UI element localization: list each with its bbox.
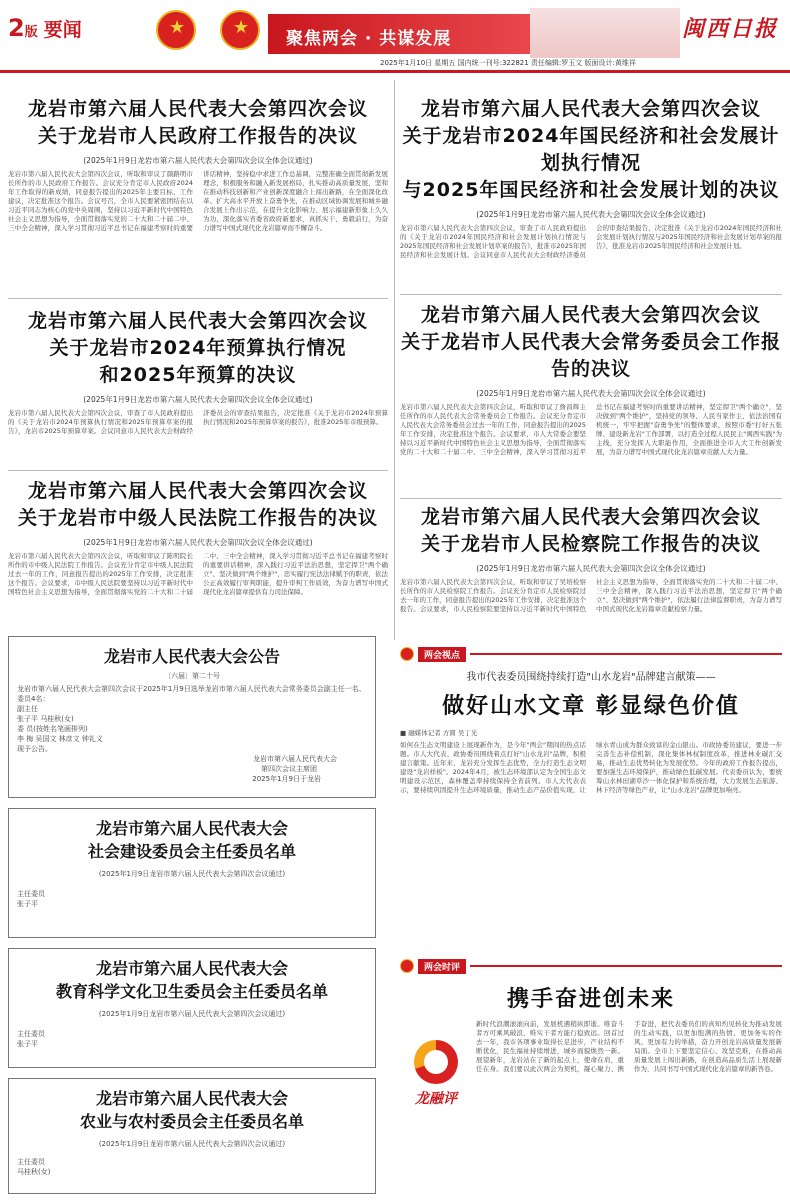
emblem-icon [400, 959, 414, 973]
article-kicker: 我市代表委员围绕持续打造"山水龙岩"品牌建言献策—— [466, 672, 716, 683]
article-economy-plan [400, 96, 782, 280]
notice-signature: 龙岩市第六届人民代表大会 [253, 755, 337, 763]
article-subtitle: (2025年1月9日龙岩市第六届人民代表大会第四次会议全体会议通过) [83, 156, 313, 165]
committee-box [8, 808, 376, 938]
article-budget [8, 308, 388, 447]
masthead [0, 0, 790, 78]
article-subtitle: (2025年1月9日龙岩市第六届人民代表大会第四次会议全体会议通过) [476, 564, 706, 573]
article-headline: 携手奋进创未来 [506, 987, 675, 1012]
committee-title: 农业与农村委员会主任委员名单 [79, 1112, 304, 1131]
notice-line: 现予公告。 [17, 745, 52, 753]
committee-title: 社会建设委员会主任委员名单 [87, 842, 296, 861]
article-headline: 做好山水文章 彰显绿色价值 [442, 694, 740, 719]
article-title: 关于龙岩市人民政府工作报告的决议 [37, 125, 358, 147]
article-court [8, 478, 388, 626]
column-divider [394, 80, 395, 640]
notice-signature: 第四次会议主席团 [261, 765, 317, 773]
article-body: 龙岩市第六届人民代表大会第四次会议，听取和审议了吴培检察长所作的市人民检察院工作报告。会议充分肯定市人民检察院过去一年的工作，同意报告提出的2025年工作安排，决定批准这个报告。会议要求，市人民检察院要坚持以习近平新时代中国特色社会主义思想为指导，全面贯彻落实党的二十大和二十届二中、三中全会精神，深入践行习近平法治思想，坚定捍卫"两个确立"、坚决做到"两个维护"，依法履行法律监督职责，为奋力谱写中国式现代化龙岩篇章贡献检察力量。 [400, 578, 782, 613]
notice-number: 〔六届〕第二十号 [164, 672, 220, 680]
tag-label: 两会时评 [418, 959, 466, 974]
notice-line: 委 员(按姓名笔画排列) [17, 725, 88, 733]
notice-box [8, 636, 376, 798]
national-emblem-icon [156, 10, 196, 50]
viewpoint-tag [400, 646, 782, 662]
notice-date: 2025年1月9日于龙岩 [252, 775, 321, 783]
theme-banner: 聚焦两会 · 共谋发展 [268, 14, 530, 54]
cppcc-emblem-icon [220, 10, 260, 50]
article-body: 如何在生态文明建设上展现新作为，是今年"两会"期间的热点话题。市人大代表、政协委员围绕着点打好"山水龙岩"品牌，积极建言献策。近年来，龙岩充分发挥生态优势，全力打造生态文明建设"龙岩样板"。2024年4月，被生态环境部认定为全国生态文明建设示范区，森林覆盖率持续保持全省前列。市人大代表表示，要持续巩固提升生态环境质量，推动生态产品价值实现，让绿水青山成为群众致富的金山银山。市政协委员建议，要进一步完善生态补偿机制，深化集体林权制度改革，推进林业碳汇交易，推动生态优势转化为发展优势。今年的政府工作报告提出，要加强生态环境保护，推动绿色低碳发展。代表委员认为，要统筹山水林田湖草沙一体化保护和系统治理，大力发展生态旅游、林下经济等绿色产业，让"山水龙岩"品牌更加响亮。 [400, 741, 782, 794]
committee-subtitle: (2025年1月9日龙岩市第六届人民代表大会第四次会议通过) [98, 1010, 286, 1018]
article-title: 和2025年预算的决议 [99, 364, 297, 386]
article-subtitle: (2025年1月9日龙岩市第六届人民代表大会第四次会议全体会议通过) [476, 210, 706, 219]
divider [400, 294, 782, 295]
article-procuratorate [400, 504, 782, 652]
committee-box [8, 1078, 376, 1194]
article-title: 关于龙岩市人民检察院工作报告的决议 [420, 533, 761, 555]
article-body: 龙岩市第六届人民代表大会第四次会议，听取和审议了陈明院长所作的市中级人民法院工作报告。会议充分肯定市中级人民法院过去一年的工作，同意报告提出的2025年工作安排，决定批准这个报告。会议要求，市中级人民法院要坚持以习近平新时代中国特色社会主义思想为指导，全面贯彻落实党的二十大和二十届二中、三中全会精神，深入学习贯彻习近平总书记在福建考察时的重要讲话精神，深入践行习近平法治思想，坚定捍卫"两个确立"、坚决做到"两个维护"，忠实履行宪法法律赋予的职责，依法公正高效履行审判职能，提升审判工作质效，为奋力谱写中国式现代化龙岩篇章提供有力司法保障。 [8, 552, 388, 596]
committee-box [8, 948, 376, 1068]
notice-intro: 龙岩市第六届人民代表大会第四次会议于2025年1月9日选举龙岩市第六届人民代表大会常务委员会副主任一名、委员4名： [17, 685, 366, 703]
tag-bar [470, 965, 782, 967]
committee-member: 张子平 [17, 900, 38, 908]
divider [8, 470, 388, 471]
committee-subtitle: (2025年1月9日龙岩市第六届人民代表大会第四次会议通过) [98, 870, 286, 878]
article-viewpoint [400, 668, 782, 927]
article-title: 关于龙岩市中级人民法院工作报告的决议 [17, 507, 378, 529]
article-subtitle: (2025年1月9日龙岩市第六届人民代表大会第四次会议全体会议通过) [476, 389, 706, 398]
divider [8, 298, 388, 299]
commentary-tag [400, 958, 782, 974]
committee-role: 主任委员 [17, 1030, 45, 1038]
issue-meta: 2025年1月10日 星期五 国内统一刊号:322821 责任编辑:罗玉文 版面设计:黄维祥 [380, 59, 636, 67]
article-gov-report [8, 96, 388, 272]
section-title: 要闻 [43, 19, 82, 41]
committee-subtitle: (2025年1月9日龙岩市第六届人民代表大会第四次会议通过) [98, 1140, 286, 1148]
committee-member: 马桂秋(女) [17, 1168, 51, 1176]
article-title: 龙岩市第六届人民代表大会第四次会议 [27, 480, 368, 502]
article-body: 龙岩市第六届人民代表大会第四次会议，听取和审议了詹昌辉主任所作的市人民代表大会常务委员会工作报告。会议充分肯定市人民代表大会常务委员会过去一年的工作，同意报告提出的2025年工作安排，决定批准这个报告。会议要求，市人大常委会要坚持以习近平新时代中国特色社会主义思想为指导，全面贯彻落实党的二十大和二十届二中、三中全会精神，深入学习贯彻习近平总书记在福建考察时的重要讲话精神，坚定捍卫"两个确立"，坚决做到"两个维护"，坚持党的领导、人民当家作主、依法治国有机统一，牢牢把握"奋勇争先"的整体要求，按照市委"打好五张牌、建设新龙岩"工作部署，以打造全过程人民民主"闽西实践"为主线，充分发挥人大职能作用，全面推进全市人大工作创新发展，为奋力谱写中国式现代化龙岩篇章贡献人大力量。 [400, 403, 782, 456]
article-title: 龙岩市第六届人民代表大会第四次会议 [420, 304, 761, 326]
notice-line: 副主任 [17, 705, 38, 713]
article-title: 关于龙岩市2024年国民经济和社会发展计划执行情况 [402, 125, 780, 174]
committee-title: 龙岩市第六届人民代表大会 [95, 959, 288, 978]
article-title: 龙岩市第六届人民代表大会第四次会议 [27, 310, 368, 332]
article-subtitle: (2025年1月9日龙岩市第六届人民代表大会第四次会议全体会议通过) [83, 395, 313, 404]
article-body: 龙岩市第六届人民代表大会第四次会议，审查了市人民政府提出的《关于龙岩市2024年预算执行情况和2025年预算草案的报告》，龙岩市2025年预算草案。会议同意市人民代表大会财政经济委员会的审查结果报告，决定批准《关于龙岩市2024年预算执行情况和2025年预算草案的报告》，批准2025年市级预算。 [8, 409, 388, 435]
newspaper-logo: 闽西日报 [682, 17, 779, 42]
article-title: 关于龙岩市人民代表大会常务委员会工作报告的决议 [400, 331, 781, 380]
tag-label: 两会视点 [418, 647, 466, 662]
notice-title: 龙岩市人民代表大会公告 [103, 647, 280, 666]
notice-line: 张子平 马桂秋(女) [17, 715, 74, 723]
article-title: 龙岩市第六届人民代表大会第四次会议 [27, 98, 368, 120]
committee-title: 龙岩市第六届人民代表大会 [95, 1089, 288, 1108]
commentary-logo [404, 1040, 468, 1130]
article-subtitle: (2025年1月9日龙岩市第六届人民代表大会第四次会议全体会议通过) [83, 538, 313, 547]
article-title: 龙岩市第六届人民代表大会第四次会议 [420, 506, 761, 528]
page-label [8, 14, 82, 42]
committee-member: 张子平 [17, 1040, 38, 1048]
tag-bar [470, 653, 782, 655]
masthead-rule [0, 70, 790, 73]
building-graphic [530, 8, 680, 58]
committee-role: 主任委员 [17, 890, 45, 898]
article-title: 关于龙岩市2024年预算执行情况 [49, 337, 347, 359]
article-body: 龙岩市第六届人民代表大会第四次会议，听取和审议了颜路明市长所作的市人民政府工作报告。会议充分肯定市人民政府2024年工作取得的新成绩，同意报告提出的2025年主要目标、工作建议，决定批准这个报告。会议号召，全市人民要紧密团结在以习近平同志为核心的党中央周围，坚持以习近平新时代中国特色社会主义思想为指导，全面贯彻落实党的二十大和二十届二中、三中全会精神，深入学习贯彻习近平总书记在福建考察时的重要讲话精神，坚持稳中求进工作总基调，完整准确全面贯彻新发展理念，积极服务和融入新发展格局，扎实推动高质量发展，坚和在推动科技创新和产业创新深度融合上闯出新路，在全面深化改革、扩大高水平开放上奋勇争先，在推动区域协调发展和城乡融合发展上作出示范，在提升文化影响力、展示福建新形象上久久为功，深化落实省委省政府新要求，真抓实干、勇毅前行，为奋力谱写中国式现代化龙岩篇章而不懈奋斗。 [8, 170, 388, 232]
page-number: 2 [8, 14, 25, 42]
article-title: 与2025年国民经济和社会发展计划的决议 [402, 179, 780, 201]
divider [400, 498, 782, 499]
committee-role: 主任委员 [17, 1158, 45, 1166]
page-suffix: 版 [24, 25, 38, 40]
commentary-body: 新时代浪潮滚滚向前，发展机遇稍纵即逝。唯奋斗者方可乘风破浪，唯实干者方能行稳致远。回首过去一年，我市各项事业取得长足进步，产业结构不断优化，民生福祉持续增进，城乡面貌焕然一新。展望新年，龙岩站在了新的起点上，使命在肩，重任在身。我们要以此次两会为契机，凝心聚力、携手奋进，把代表委员们的真知灼见转化为推动发展的生动实践，以更加饱满的热情、更加务实的作风、更加有力的举措，奋力开创龙岩高质量发展新局面。全市上下要坚定信心、攻坚克难，在推动高质量发展上闯出新路，在创造高品质生活上展现新作为，共同书写中国式现代化龙岩篇章的新答卷。 [476, 1020, 782, 1073]
logo-ring-icon [414, 1040, 458, 1084]
notice-line: 李 梅 吴国文 林彦文 钟礼义 [17, 735, 103, 743]
emblem-icon [400, 647, 414, 661]
logo-text: 龙融评 [415, 1091, 457, 1107]
article-title: 龙岩市第六届人民代表大会第四次会议 [420, 98, 761, 120]
committee-title: 龙岩市第六届人民代表大会 [95, 819, 288, 838]
committee-title: 教育科学文化卫生委员会主任委员名单 [55, 982, 328, 1001]
article-commentary [400, 982, 782, 1023]
article-body: 龙岩市第六届人民代表大会第四次会议，审查了市人民政府提出的《关于龙岩市2024年国民经济和社会发展计划执行情况与2025年国民经济和社会发展计划草案的报告》，批准市2025年国民经济和社会发展计划。会议同意市人民代表大会财政经济委员会的审查结果报告，决定批准《关于龙岩市2024年国民经济和社会发展计划执行情况与2025年国民经济和社会发展计划草案的报告》，批准龙岩市2025年国民经济和社会发展计划。 [400, 224, 782, 259]
article-byline: ■ 融媒体记者 方圆 吴丁光 [400, 729, 478, 737]
